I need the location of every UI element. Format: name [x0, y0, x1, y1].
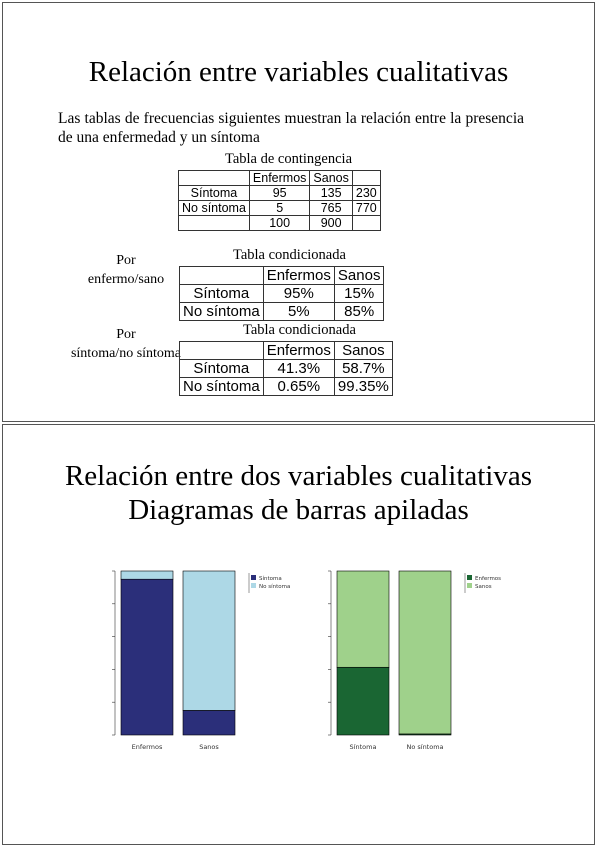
contingency-caption: Tabla de contingencia: [225, 151, 353, 167]
table-cell: 5%: [263, 303, 334, 321]
table-cell: Síntoma: [179, 186, 250, 201]
bar-segment: [399, 571, 451, 734]
x-tick-label: Síntoma: [349, 743, 377, 751]
conditional-table-2: [179, 341, 393, 396]
bar-segment: [121, 571, 173, 579]
table-cell: 900: [310, 216, 352, 231]
side-label-line: Por: [116, 327, 136, 342]
table-cell: Síntoma: [180, 360, 264, 378]
table-cell: 99.35%: [334, 378, 392, 396]
side-label-line: enfermo/sano: [87, 272, 165, 287]
table-cell: Enfermos: [263, 342, 334, 360]
stacked-bar-chart-2: [309, 561, 509, 761]
table-cell: 95: [249, 186, 310, 201]
conditional-2-caption: Tabla condicionada: [243, 322, 356, 338]
bar-segment: [183, 571, 235, 710]
legend-swatch: [251, 583, 256, 588]
table-cell: [180, 267, 264, 285]
legend-label: Sanos: [475, 584, 492, 590]
bar-segment: [183, 710, 235, 735]
table-cell: 85%: [334, 303, 384, 321]
table-row: [179, 201, 381, 216]
bar-segment: [121, 579, 173, 735]
table-cell: 765: [310, 201, 352, 216]
x-tick-label: Sanos: [199, 743, 219, 751]
conditional-table-1: [179, 266, 384, 321]
table-cell: Enfermos: [263, 267, 334, 285]
legend-swatch: [467, 583, 472, 588]
table-cell: 770: [352, 201, 380, 216]
x-tick-label: Enfermos: [131, 743, 163, 751]
table-cell: Sanos: [334, 267, 384, 285]
table-header-row: [180, 267, 384, 285]
bar-segment: [337, 667, 389, 735]
table-cell: 135: [310, 186, 352, 201]
slide-2: [2, 424, 595, 845]
table-cell: 0.65%: [263, 378, 334, 396]
table-cell: No síntoma: [179, 201, 250, 216]
side-label-line: síntoma/no síntoma: [70, 346, 182, 361]
table-cell: Enfermos: [249, 171, 310, 186]
table-cell: Sanos: [334, 342, 392, 360]
legend-label: Enfermos: [475, 576, 502, 582]
slide-2-title-line-2: Diagramas de barras apiladas: [128, 494, 469, 526]
table-cell: [352, 216, 380, 231]
legend-label: Síntoma: [259, 576, 282, 582]
table-cell: No síntoma: [180, 378, 264, 396]
table-cell: [179, 216, 250, 231]
table-cell: [179, 171, 250, 186]
table-cell: [180, 342, 264, 360]
table-row: [180, 360, 393, 378]
bar-segment: [337, 571, 389, 667]
table-cell: 41.3%: [263, 360, 334, 378]
table-cell: 5: [249, 201, 310, 216]
table-cell: 58.7%: [334, 360, 392, 378]
table-cell: Síntoma: [180, 285, 264, 303]
slide-1-title: Relación entre variables cualitativas: [88, 56, 509, 88]
legend-swatch: [251, 575, 256, 580]
x-tick-label: No síntoma: [406, 743, 444, 751]
table-cell: No síntoma: [180, 303, 264, 321]
contingency-table: [178, 170, 381, 231]
slide-1: [2, 2, 595, 422]
conditional-1-caption: Tabla condicionada: [233, 247, 346, 263]
conditional-1-side-label: [81, 251, 171, 289]
conditional-2-side-label: [61, 325, 191, 363]
table-row: [180, 285, 384, 303]
table-row: [180, 303, 384, 321]
slide-2-title-line-1: Relación entre dos variables cualitativas: [64, 460, 533, 492]
legend-label: No síntoma: [259, 584, 291, 590]
table-row: [179, 216, 381, 231]
table-cell: [352, 171, 380, 186]
table-row: [179, 186, 381, 201]
table-header-row: [180, 342, 393, 360]
table-cell: 230: [352, 186, 380, 201]
table-row: [180, 378, 393, 396]
legend-swatch: [467, 575, 472, 580]
side-label-line: Por: [116, 253, 136, 268]
table-cell: 15%: [334, 285, 384, 303]
intro-paragraph: Las tablas de frecuencias siguientes muestran la relación entre la presencia de una enfermedad y un síntoma: [58, 110, 524, 146]
table-cell: 100: [249, 216, 310, 231]
table-cell: Sanos: [310, 171, 352, 186]
table-cell: 95%: [263, 285, 334, 303]
table-header-row: [179, 171, 381, 186]
stacked-bar-chart-1: [93, 561, 293, 761]
